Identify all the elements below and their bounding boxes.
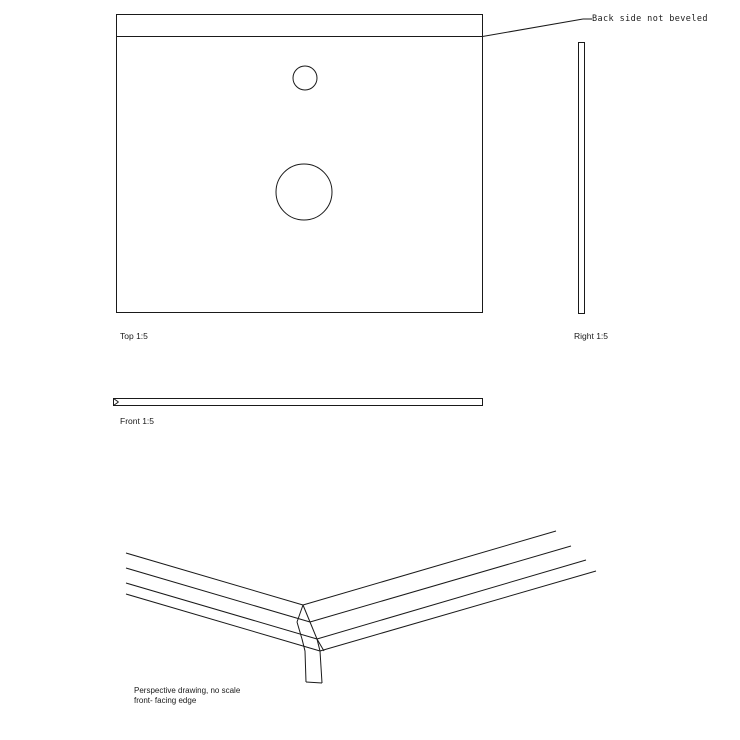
back-side-note: Back side not beveled bbox=[592, 14, 708, 24]
right-view bbox=[579, 43, 585, 314]
perspective-note-line1: Perspective drawing, no scale bbox=[134, 686, 241, 695]
leader-line bbox=[483, 19, 593, 37]
right-view-label: Right 1:5 bbox=[574, 331, 609, 341]
front-view bbox=[114, 399, 483, 406]
perspective-note-line2: front- facing edge bbox=[134, 696, 197, 705]
perspective-view bbox=[126, 531, 596, 683]
top-view bbox=[117, 15, 483, 313]
top-view-label: Top 1:5 bbox=[120, 331, 148, 341]
front-view-label: Front 1:5 bbox=[120, 416, 155, 426]
